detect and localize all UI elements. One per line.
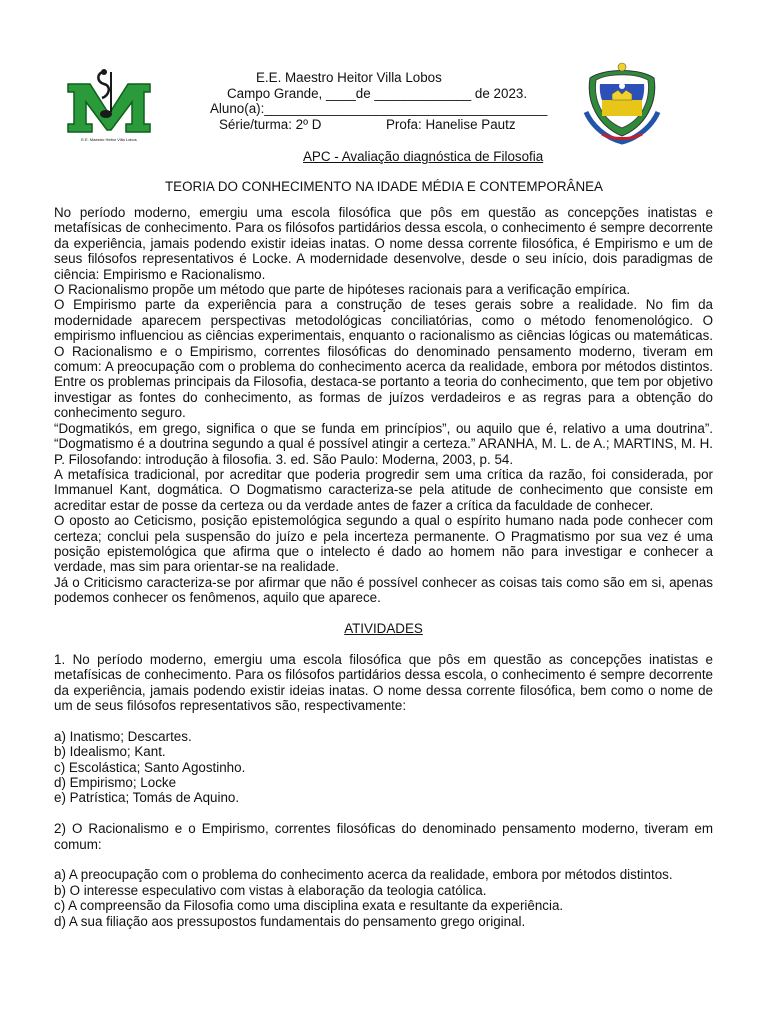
activities-title: ATIVIDADES [344,620,423,636]
school-logo-caption: E.E. Maestro Heitor Villa Lobos [81,137,137,142]
class-label: Série/turma: 2º D [219,117,322,132]
question-2-stem: 2) O Racionalismo e o Empirismo, correntes filosóficas do denominado pensamento moderno, tiveram em comum: [54,821,713,852]
question-1-stem: 1. No período moderno, emergiu uma escola filosófica que pôs em questão as concepções inatistas e metafísicas de conhecimento. Para os filósofos partidários dessa escola, o conhecimento é sempre decorrente da experiência, jamais podendo existir ideias inatas. O nome dessa corrente filosófica, bem como o nome de um de seus filósofos representativos são, respectivamente: [54,651,713,713]
question-1-option[interactable]: b) Idealismo; Kant. [54,744,166,760]
question-1-option[interactable]: e) Patrística; Tomás de Aquino. [54,790,240,806]
school-logo [64,66,154,144]
question-2-option[interactable]: d) A sua filiação aos pressupostos fundamentais do pensamento grego original. [54,913,526,929]
school-logo-emblem-icon [64,66,154,144]
exam-title: APC - Avaliação diagnóstica de Filosofia [303,149,544,164]
paragraph: No período moderno, emergiu uma escola filosófica que pôs em questão as concepções inatistas e metafísicas de conhecimento. Para os filósofos partidários dessa escola, o conhecimento é sempre decorrente da experiência, jamais podendo existir ideias inatas. O nome dessa corrente filosófica, é Empirismo e um de seus filósofos representativos é Locke. A modernidade desenvolve, desde o seu início, dois paradigmas de ciência: Empirismo e Racionalismo. [54,205,713,282]
document-body [54,205,713,929]
paragraph: O oposto ao Ceticismo, posição epistemológica segundo a qual o espírito humano nada pode conhecer com certeza; conclui pela suspensão do juízo e pela incerteza permanente. O Pragmatismo por sua vez é uma posição epistemológica que afirma que o intelecto é dado ao homem não para investigar e conhecer a verdade, mas sim para orientar-se na realidade. [54,513,713,575]
teacher-label: Profa: Hanelise Pautz [386,117,516,132]
section-title: TEORIA DO CONHECIMENTO NA IDADE MÉDIA E CONTEMPORÂNEA [165,179,603,194]
question-2-option[interactable]: c) A compreensão da Filosofia como uma disciplina exata e resultante da experiência. [54,898,564,914]
question-1-option[interactable]: c) Escolástica; Santo Agostinho. [54,759,246,775]
coat-of-arms-icon [582,60,662,146]
paragraph: O Racionalismo propõe um método que parte de hipóteses racionais para a verificação empírica. [54,282,631,298]
paragraph: Já o Criticismo caracteriza-se por afirmar que não é possível conhecer as coisas tais como são em si, apenas podemos conhecer os fenômenos, aquilo que aparece. [54,574,713,606]
paragraph: “Dogmatikós, em grego, significa o que se funda em princípios”, ou aquilo que é, relativo a uma doutrina”. “Dogmatismo é a doutrina segundo a qual é possível atingir a certeza.” ARANHA, M. L. de A.; MARTINS, M. H. P. Filosofando: introdução à filosofia. 3. ed. São Paulo: Moderna, 2003, p. 54. [54,420,713,467]
location-date-line: Campo Grande, ____de _____________ de 2023. [227,86,528,101]
question-1-option[interactable]: d) Empirismo; Locke [54,774,177,790]
state-coat-of-arms [582,60,662,146]
school-name: E.E. Maestro Heitor Villa Lobos [256,70,442,85]
paragraph: O Empirismo parte da experiência para a construção de teses gerais sobre a realidade. No fim da modernidade aparecem perspectivas metodológicas conciliatórias, como o método fenomenológico. O empirismo influenciou as ciências experimentais, enquanto o racionalismo as ciências lógicas ou matemáticas. O Racionalismo e o Empirismo, correntes filosóficas do denominado pensamento moderno, tiveram em comum: A preocupação com o problema do conhecimento acerca da realidade, embora por métodos distintos. Entre os problemas principais da Filosofia, destaca-se portanto a teoria do conhecimento, que tem por objetivo investigar as fontes do conhecimento, as formas de juízos verdadeiros e as regras para a obtenção do conhecimento seguro. [54,297,713,421]
question-2-option[interactable]: a) A preocupação com o problema do conhecimento acerca da realidade, embora por métodos distintos. [54,867,673,883]
student-name-line: Aluno(a):______________________________________ [210,101,548,116]
question-2-option[interactable]: b) O interesse especulativo com vistas à elaboração da teologia católica. [54,882,487,898]
paragraph: A metafísica tradicional, por acreditar que poderia progredir sem uma crítica da razão, foi considerada, por Immanuel Kant, dogmática. O Dogmatismo caracteriza-se pela atitude de conhecimento que consiste em acreditar estar de posse da certeza ou da verdade antes de fazer a crítica da faculdade de conhecer. [54,466,713,513]
question-1-option[interactable]: a) Inatismo; Descartes. [54,728,192,744]
